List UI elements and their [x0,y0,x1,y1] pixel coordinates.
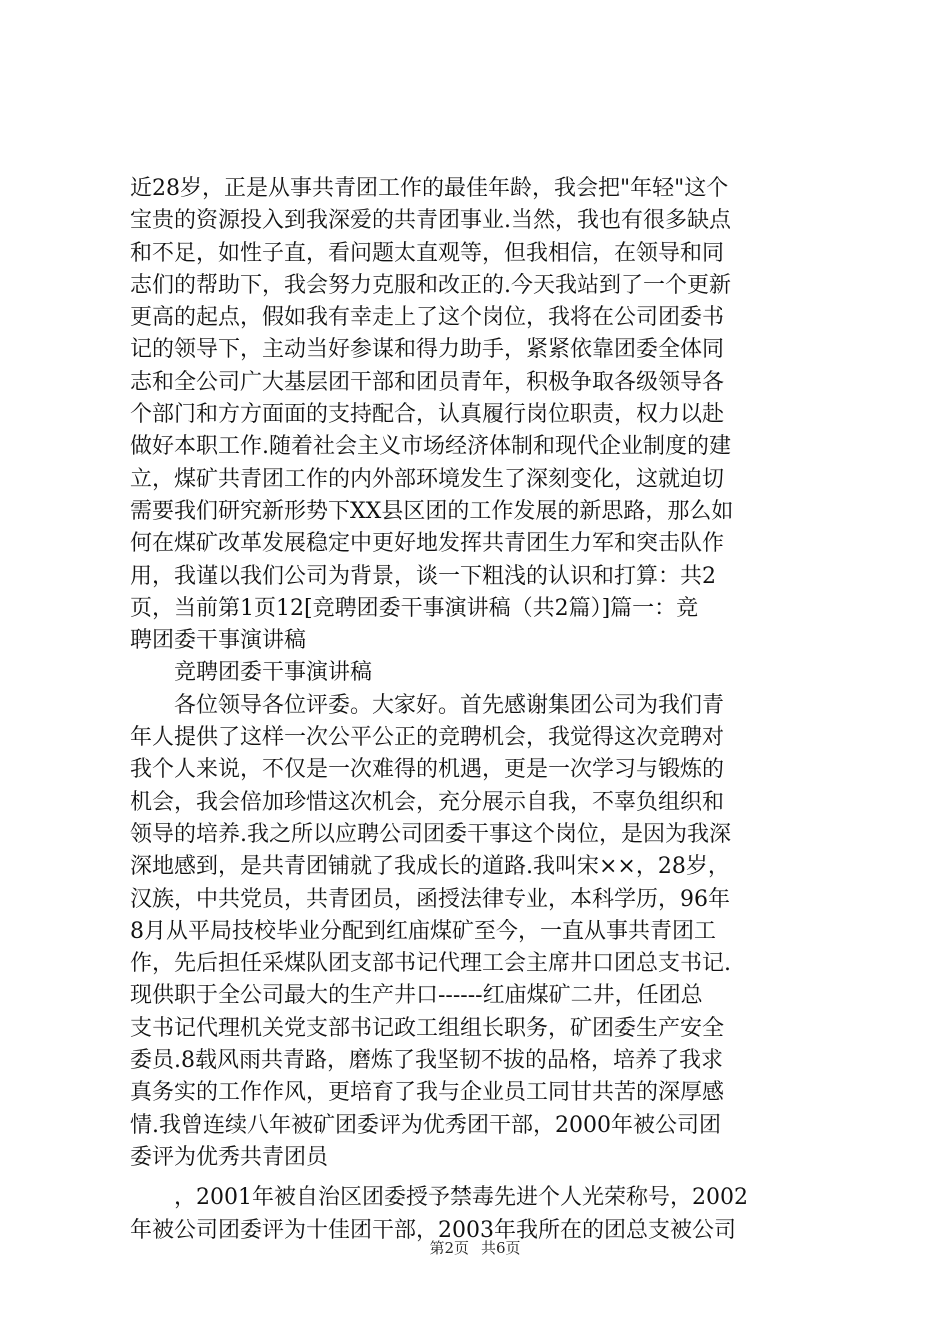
text-line: 志和全公司广大基层团干部和团员青年，积极争取各级领导各 [130,369,725,395]
text-line: 深地感到，是共青团铺就了我成长的道路.我叫宋××，28岁， [130,854,730,880]
text-line: 领导的培养.我之所以应聘公司团委干事这个岗位，是因为我深 [130,821,731,847]
text-line: 做好本职工作.随着社会主义市场经济体制和现代企业制度的建 [130,434,731,460]
text-line: 立，煤矿共青团工作的内外部环境发生了深刻变化，这就迫切 [130,466,725,492]
document-body [130,173,830,1247]
text-line: 委评为优秀共青团员 [130,1144,329,1170]
text-line: 何在煤矿改革发展稳定中更好地发挥共青团生力军和突击队作 [130,531,725,557]
paragraph-gap [130,1174,830,1182]
text-line: 用，我谨以我们公司为背景，谈一下粗浅的认识和打算：共2 [130,563,716,589]
text-line: 情.我曾连续八年被矿团委评为优秀团干部，2000年被公司团 [130,1112,721,1138]
page-footer [0,1237,950,1258]
text-line: 8月从平局技校毕业分配到红庙煤矿至今，一直从事共青团工 [130,918,716,944]
text-line: 汉族，中共党员，共青团员，函授法律专业，本科学历，96年 [130,886,730,912]
text-line: 需要我们研究新形势下XX县区团的工作发展的新思路，那么如 [130,498,734,524]
text-line: 记的领导下，主动当好参谋和得力助手，紧紧依靠团委全体同 [130,337,725,363]
text-line: 委员.8载风雨共青路，磨炼了我坚韧不拔的品格，培养了我求 [130,1048,723,1074]
text-line: 宝贵的资源投入到我深爱的共青团事业.当然，我也有很多缺点 [130,208,731,234]
text-line: 更高的起点，假如我有幸走上了这个岗位，我将在公司团委书 [130,305,725,331]
text-line: 支书记代理机关党支部书记政工组组长职务，矿团委生产安全 [130,1015,725,1041]
text-line: ，2001年被自治区团委授予禁毒先进个人光荣称号，2002 [130,1185,748,1211]
text-line: 真务实的工作作风，更培育了我与企业员工同甘共苦的深厚感 [130,1080,725,1106]
text-line: 年人提供了这样一次公平公正的竞聘机会，我觉得这次竞聘对 [130,725,725,751]
text-line: 各位领导各位评委。大家好。首先感谢集团公司为我们青 [130,692,725,718]
text-line: 近28岁，正是从事共青团工作的最佳年龄，我会把"年轻"这个 [130,176,729,201]
page-number: 第2页 [429,1239,469,1257]
text-line: 我个人来说，不仅是一次难得的机遇，更是一次学习与锻炼的 [130,757,725,783]
text-line: 和不足，如性子直，看问题太直观等，但我相信，在领导和同 [130,240,725,266]
text-line: 志们的帮助下，我会努力克服和改正的.今天我站到了一个更新 [130,272,731,298]
text-line: 页，当前第1页12[竞聘团委干事演讲稿（共2篇）]篇一：竞 [130,595,699,621]
text-line: 现供职于全公司最大的生产井口------红庙煤矿二井，任团总 [130,983,703,1009]
text-line: 作，先后担任采煤队团支部书记代理工会主席井口团总支书记. [130,951,731,977]
text-line: 机会，我会倍加珍惜这次机会，充分展示自我，不辜负组织和 [130,789,725,815]
text-line: 个部门和方方面面的支持配合，认真履行岗位职责，权力以赴 [130,402,725,428]
text-line: 年被公司团委评为十佳团干部，2003年我所在的团总支被公司 [130,1217,736,1243]
text-line: 聘团委干事演讲稿 [130,628,307,654]
text-line: 竞聘团委干事演讲稿 [130,660,373,686]
page-total: 共6页 [481,1239,521,1257]
